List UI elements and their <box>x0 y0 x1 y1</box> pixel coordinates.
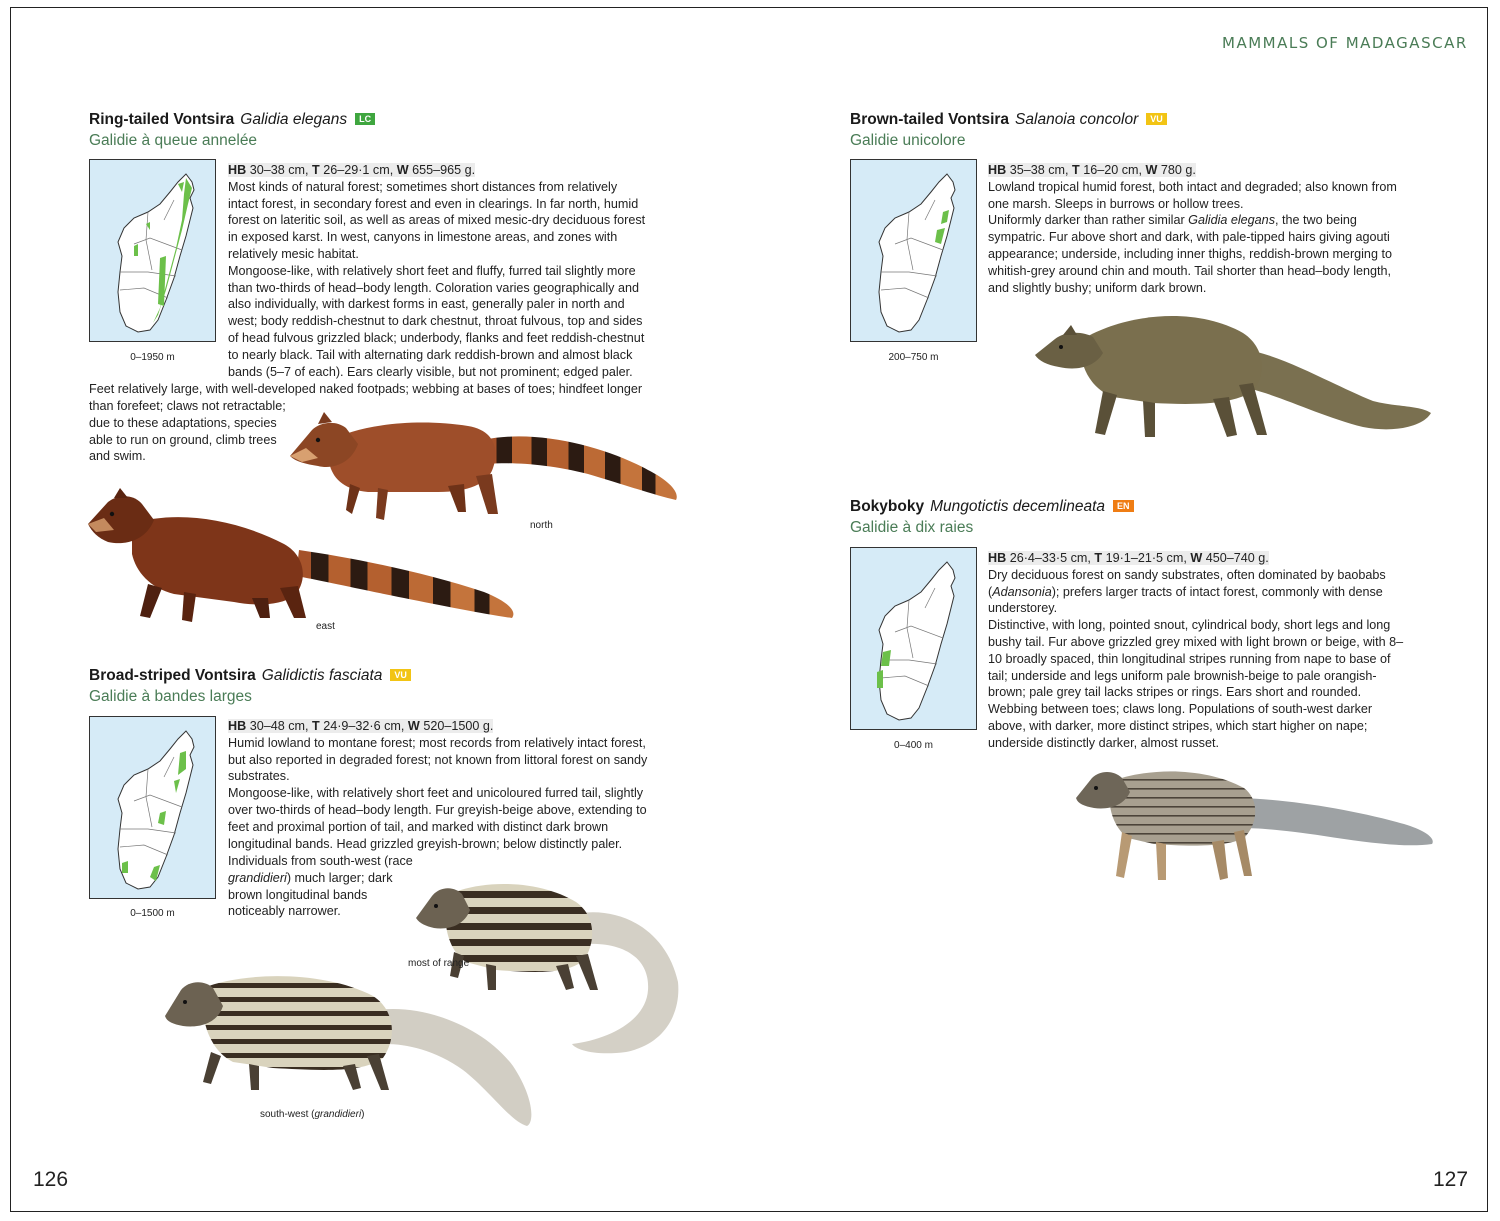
page-number-left: 126 <box>33 1168 69 1191</box>
habitat-text: Dry deciduous forest on sandy substrates, often dominated by baobabs (Adansonia); prefers larger tracts of intact forest, commonly with dense understorey. <box>988 567 1386 616</box>
ring-tailed-vontsira-east-illustration <box>84 488 524 628</box>
common-name: Brown-tailed Vontsira <box>850 111 1010 128</box>
species-heading-broad-striped <box>89 666 411 707</box>
broad-striped-vontsira-south-west-illustration <box>163 966 543 1131</box>
description-race-note: Individuals from south-west (race grandidieri) much larger; dark brown longitudinal bands noticeably narrower. <box>228 854 413 919</box>
species-text-brown-tailed <box>988 162 1413 296</box>
form-label-south-west: south-west (grandidieri) <box>260 1109 365 1120</box>
form-label-north: north <box>530 520 553 531</box>
elevation-range: 0–1950 m <box>130 352 175 363</box>
brown-tailed-vontsira-illustration <box>1033 305 1433 445</box>
description-wide: Feet relatively large, with well-developed naked footpads; webbing at bases of toes; hindfeet longer <box>89 382 643 396</box>
scientific-name: Galidictis fasciata <box>261 667 383 684</box>
bokyboky-illustration <box>1074 758 1436 886</box>
habitat-text: Lowland tropical humid forest, both intact and degraded; also known from one marsh. Sleeps in burrows or hollow trees. <box>988 179 1397 211</box>
habitat-text: Most kinds of natural forest; sometimes short distances from relatively intact forest, in secondary forest and even in clearings. In far north, humid forest on lateritic soil, as well as areas of mixed mesic-dry deciduous forest in exposed karst. In west, canyons in limestone areas, and zones with relatively mesic habitat. <box>228 179 646 261</box>
habitat-text: Humid lowland to montane forest; most records from relatively intact forest, but also reported in degraded forest; not known from littoral forest on sandy substrates. <box>228 735 648 784</box>
scientific-name: Galidia elegans <box>240 111 348 128</box>
common-name: Bokyboky <box>850 498 925 515</box>
status-badge: VU <box>390 669 411 681</box>
range-map <box>89 716 216 899</box>
range-map <box>850 547 977 730</box>
french-name: Galidie à queue annelée <box>89 132 258 149</box>
measurements: HB 30–38 cm, T 26–29·1 cm, W 655–965 g. <box>228 163 476 177</box>
range-map <box>89 159 216 342</box>
measurements: HB 30–48 cm, T 24·9–32·6 cm, W 520–1500 g. <box>228 719 494 733</box>
species-heading-bokyboky <box>850 497 1134 538</box>
description-text: Uniformly darker than rather similar Galidia elegans, the two being sympatric. Fur above short and dark, with pale-tipped hairs giving agouti appearance; underside, including inner thighs, reddish-brown merging to whitish-grey around chin and mouth. Tail shorter than head–body length, and slightly bushy; uniform dark brown. <box>988 213 1392 295</box>
common-name: Broad-striped Vontsira <box>89 667 256 684</box>
scientific-name: Mungotictis decemlineata <box>930 498 1105 515</box>
common-name: Ring-tailed Vontsira <box>89 111 235 128</box>
french-name: Galidie unicolore <box>850 132 966 149</box>
french-name: Galidie à dix raies <box>850 519 974 536</box>
species-text-ring-tailed <box>228 162 648 380</box>
elevation-range: 200–750 m <box>888 352 939 363</box>
measurements: HB 26·4–33·5 cm, T 19·1–21·5 cm, W 450–740 g. <box>988 551 1269 565</box>
elevation-range: 0–400 m <box>894 740 933 751</box>
description-text: Distinctive, with long, pointed snout, cylindrical body, short legs and long bushy tail. Fur above grizzled grey mixed with light brown or beige, with 8–10 broadly spaced, thin longitudinal stripes running from nape to base of tail; underside and legs uniform pale brownish-beige to pale orangish-brown; pale grey tail lacks stripes or rings. Ears short and rounded. Webbing between toes; claws long. Populations of south-west darker above, with darker, more distinct stripes, which start higher on nape; underside distinctly darker, almost russet. <box>988 618 1404 750</box>
form-label-most-of-range: most of range <box>408 958 470 969</box>
form-label-east: east <box>316 621 335 632</box>
species-heading-ring-tailed <box>89 110 375 151</box>
status-badge: VU <box>1146 113 1167 125</box>
species-heading-brown-tailed <box>850 110 1167 151</box>
description-text: Mongoose-like, with relatively short feet and unicoloured furred tail, slightly over two-thirds of head–body length. Fur greyish-beige above, extending to feet and proximal portion of tail, and marked with distinct dark brown longitudinal bands. Head grizzled greyish-brown; below distinctly paler. <box>228 786 647 851</box>
species-text-broad-striped <box>228 718 658 852</box>
range-map <box>850 159 977 342</box>
elevation-range: 0–1500 m <box>130 908 175 919</box>
page-number-right: 127 <box>1433 1168 1469 1191</box>
scientific-name: Salanoia concolor <box>1015 111 1139 128</box>
status-badge: LC <box>355 113 375 125</box>
measurements: HB 35–38 cm, T 16–20 cm, W 780 g. <box>988 163 1196 177</box>
french-name: Galidie à bandes larges <box>89 688 252 705</box>
description-text: Mongoose-like, with relatively short feet and fluffy, furred tail slightly more than two-thirds of head–body length. Coloration varies geographically and also individually, with darkest forms in east, generally paler in north and west; body reddish-chestnut to dark chestnut, throat fulvous, top and sides of head fulvous grizzled black; underbody, flanks and feet reddish-chestnut to nearly black. Tail with alternating dark reddish-brown and almost black bands (5–7 of each). Ears clearly visible, but not prominent; edged paler. <box>228 263 645 379</box>
status-badge: EN <box>1113 500 1134 512</box>
running-head: MAMMALS OF MADAGASCAR <box>1222 34 1468 52</box>
description-narrow: than forefeet; claws not retractable; due to these adaptations, species able to run on ground, climb trees and swim. <box>89 399 286 464</box>
species-text-bokyboky <box>988 550 1413 752</box>
